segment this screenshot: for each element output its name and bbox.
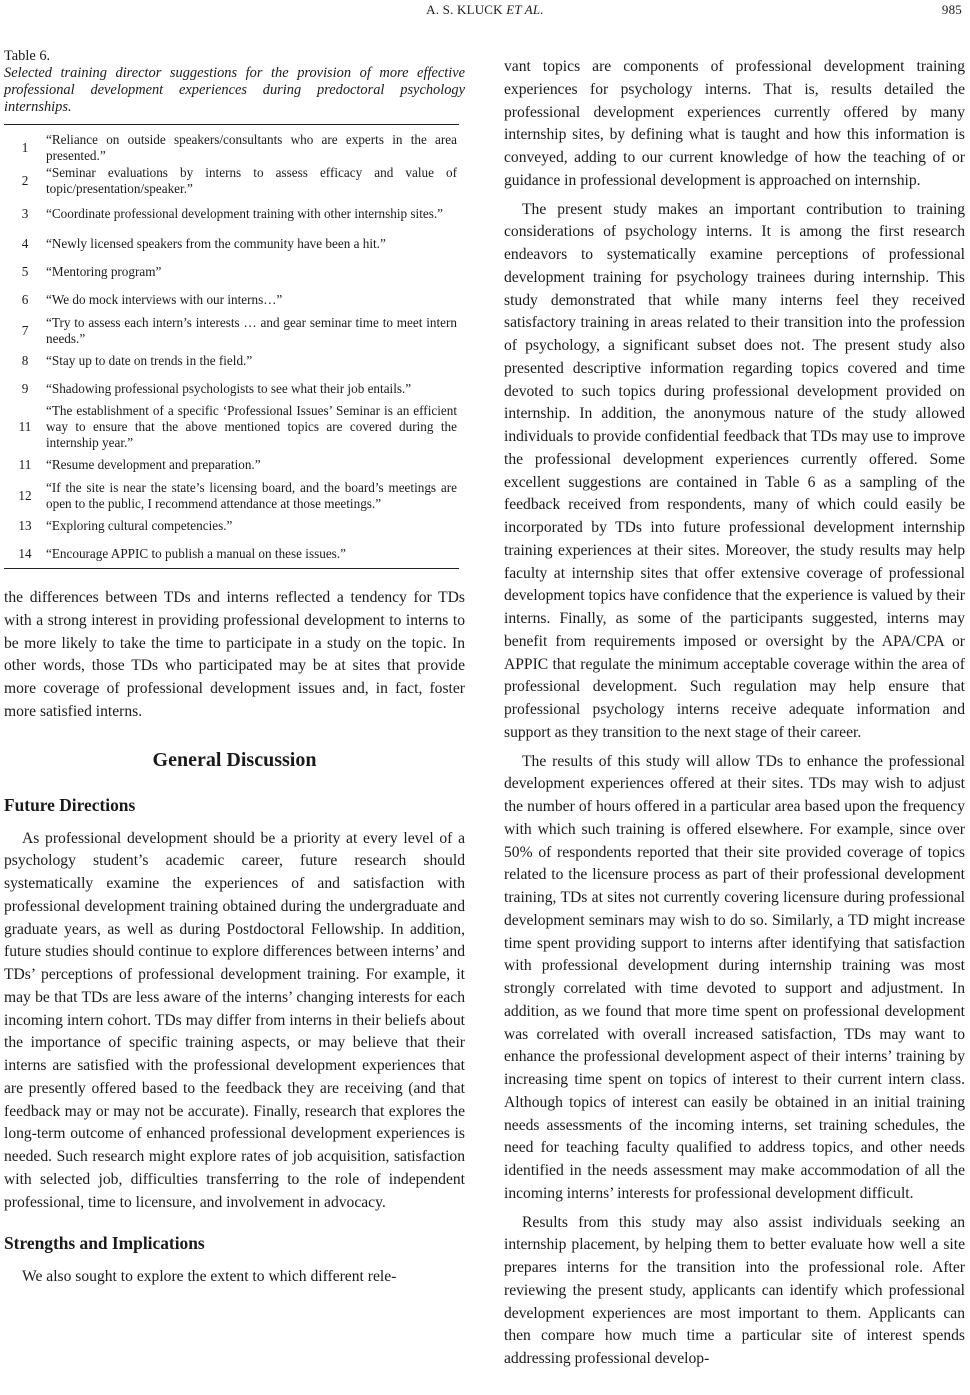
left-column <box>4 48 465 1295</box>
table-row <box>4 286 459 314</box>
table-row <box>4 314 459 347</box>
table-row <box>4 347 459 375</box>
strengths-implications-heading: Strengths and Implications <box>4 1233 205 1254</box>
row-text: “Encourage APPIC to publish a manual on these issues.” <box>46 546 346 561</box>
table-row <box>4 540 459 569</box>
row-number: 4 <box>21 236 29 251</box>
table-caption <box>4 48 465 116</box>
row-text: “The establishment of a specific ‘Professional Issues’ Seminar is an efficient way to ensure that the above mentioned topics are covered during the internship year.” <box>46 403 457 450</box>
table-row <box>4 164 459 197</box>
row-text: “Resume development and preparation.” <box>46 457 261 472</box>
strengths-paragraph: We also sought to explore the extent to which different rele- <box>22 1268 397 1286</box>
running-head <box>0 2 970 20</box>
row-number: 12 <box>18 487 32 503</box>
future-directions-heading: Future Directions <box>4 794 136 815</box>
row-text: “Stay up to date on trends in the field.” <box>46 353 253 368</box>
table-row <box>4 479 459 512</box>
table-row <box>4 403 459 451</box>
row-number: 7 <box>21 322 29 338</box>
row-text: “Reliance on outside speakers/consultants who are experts in the area presented.” <box>46 131 457 163</box>
row-text: “Newly licensed speakers from the community have been a hit.” <box>46 236 386 251</box>
row-text: “If the site is near the state’s licensing board, and the board’s meetings are open to the public, I recommend attendance at those meetings.” <box>46 479 457 511</box>
table-row <box>4 512 459 540</box>
row-number: 6 <box>21 292 29 307</box>
row-number: 14 <box>18 546 32 561</box>
table-row <box>4 230 459 258</box>
row-number: 11 <box>18 419 32 434</box>
row-number: 13 <box>18 518 32 533</box>
row-text: “Exploring cultural competencies.” <box>46 518 233 533</box>
table-row <box>4 451 459 479</box>
running-head-authors: A. S. KLUCK ET AL. <box>426 2 544 17</box>
row-number: 9 <box>21 381 29 396</box>
row-number: 1 <box>21 139 29 155</box>
right-paragraph-4: Results from this study may also assist individuals seeking an internship placement, by helping them to better evaluate how well a site prepares interns for the transition into the professional role. After reviewing the present study, applicants can identify which professional development experiences are most important to them. Applicants can then compare how much time a particular site of interest spends addressing professional develop- <box>504 1213 965 1367</box>
table-row <box>4 125 459 165</box>
continuation-paragraph: the differences between TDs and interns reflected a tendency for TDs with a strong interest in providing professional development to interns to be more likely to take the time to participate in a study on the topic. In other words, those TDs who participated may be at sites that provide more coverage of professional development issues and, in fact, foster more satisfied interns. <box>4 589 465 720</box>
right-column <box>504 56 965 1377</box>
row-text: “We do mock interviews with our interns…” <box>46 292 283 307</box>
row-text: “Shadowing professional psychologists to see what their job entails.” <box>46 381 412 396</box>
row-number: 3 <box>21 205 29 221</box>
row-text: “Try to assess each intern’s interests … and gear seminar time to meet intern needs.” <box>46 314 457 346</box>
row-number: 2 <box>21 172 29 188</box>
row-text: “Mentoring program” <box>46 264 162 279</box>
right-paragraph-2: The present study makes an important contribution to training considerations of psychology interns. It is among the first research endeavors to systematically examine perceptions of professional development training for psychology trainees during internship. This study demonstrated that while many interns feel they received satisfactory training in areas related to their transition into the profession of psychology, a significant subset does not. The present study also presented descriptive information regarding topics covered and time devoted to such topics during professional development provided on internship. In addition, the anonymous nature of the study allowed individuals to provide confidential feedback that TDs may use to improve the professional development experiences currently offered. Some excellent suggestions are contained in Table 6 as a sampling of the feedback received from respondents, many of which could easily be incorporated by TDs into future professional development internship training experiences at their sites. Moreover, the study results may help faculty at internship sites that offer extensive coverage of professional development topics have confidence that the experience is valued by their interns. Finally, as some of the participants suggested, interns may benefit from requirements imposed or oversight by the APA/CPA or APPIC that regulate the minimum acceptable coverage within the area of professional development. Such regulation may help ensure that professional psychology interns receive adequate information and support as they transition to the next stage of their career. <box>504 200 965 741</box>
right-paragraph-1: vant topics are components of professional development training experiences for psychology interns. That is, results detailed the professional development experiences currently offered by many internship sites, by defining what is taught and how this information is conveyed, adding to our current knowledge of how the teaching of or guidance in professional development is approached on internship. <box>504 58 965 189</box>
row-number: 11 <box>18 457 32 472</box>
table-row <box>4 375 459 403</box>
future-directions-paragraph: As professional development should be a priority at every level of a psychology student’s academic career, future research should systematically examine the experiences of and satisfaction with professional development training obtained during the undergraduate and graduate years, as well as during Postdoctoral Fellowship. In addition, future studies should continue to explore differences between interns’ and TDs’ perceptions of professional development training. For example, it may be that TDs are less aware of the interns’ changing interests for each incoming intern cohort. TDs may differ from interns in their beliefs about the importance of specific training aspects, or may believe that their interns are satisfied with the professional development experiences that are presently offered based to the feedback they are receiving (and that feedback may or may not be accurate). Finally, research that explores the long-term outcome of enhanced professional development experiences is needed. Such research might explore rates of job acquisition, satisfaction with selected job, difficulties transferring to the role of independent professional, time to licensure, and involvement in advocacy. <box>4 829 465 1211</box>
table-label: Table 6. <box>4 48 51 64</box>
table-row <box>4 197 459 230</box>
row-number: 5 <box>21 264 29 279</box>
suggestions-table <box>4 124 459 569</box>
row-number: 8 <box>21 353 29 368</box>
row-text: “Seminar evaluations by interns to assess efficacy and value of topic/presentation/speaker.” <box>46 164 457 196</box>
general-discussion-heading: General Discussion <box>152 748 317 771</box>
page-number: 985 <box>941 2 962 17</box>
table-caption-text: Selected training director suggestions for the provision of more effective professional development experiences during predoctoral psychology internships. <box>4 65 465 115</box>
running-head-etal: ET AL. <box>506 2 544 17</box>
row-text: “Coordinate professional development training with other internship sites.” <box>46 205 443 221</box>
right-paragraph-3: The results of this study will allow TDs to enhance the professional development experiences offered at their sites. TDs may wish to adjust the number of hours offered in a particular area based upon the frequency with which such training is offered elsewhere. For example, since over 50% of respondents reported that their site provided coverage of topics related to the licensure process as part of their professional development training, TDs at sites not currently covering licensure during professional development seminars may wish to do so. Similarly, a TD might increase time spent providing support to interns after identifying that satisfaction with professional development during internship training was most strongly correlated with time devoted to support and adjustment. In addition, as we found that more time spent on professional development was correlated with overall increased satisfaction, TDs may want to enhance the professional development aspect of their interns’ training by increasing time spent on topics of interest to their current intern class. Although topics of interest can easily be obtained in an initial training needs assessments of the incoming interns, set training schedules, the need for teaching faculty qualified to address topics, and other needs identified in the needs assessment may make accommodation of all the incoming interns’ interests for professional development difficult. <box>504 752 965 1202</box>
table-row <box>4 258 459 286</box>
